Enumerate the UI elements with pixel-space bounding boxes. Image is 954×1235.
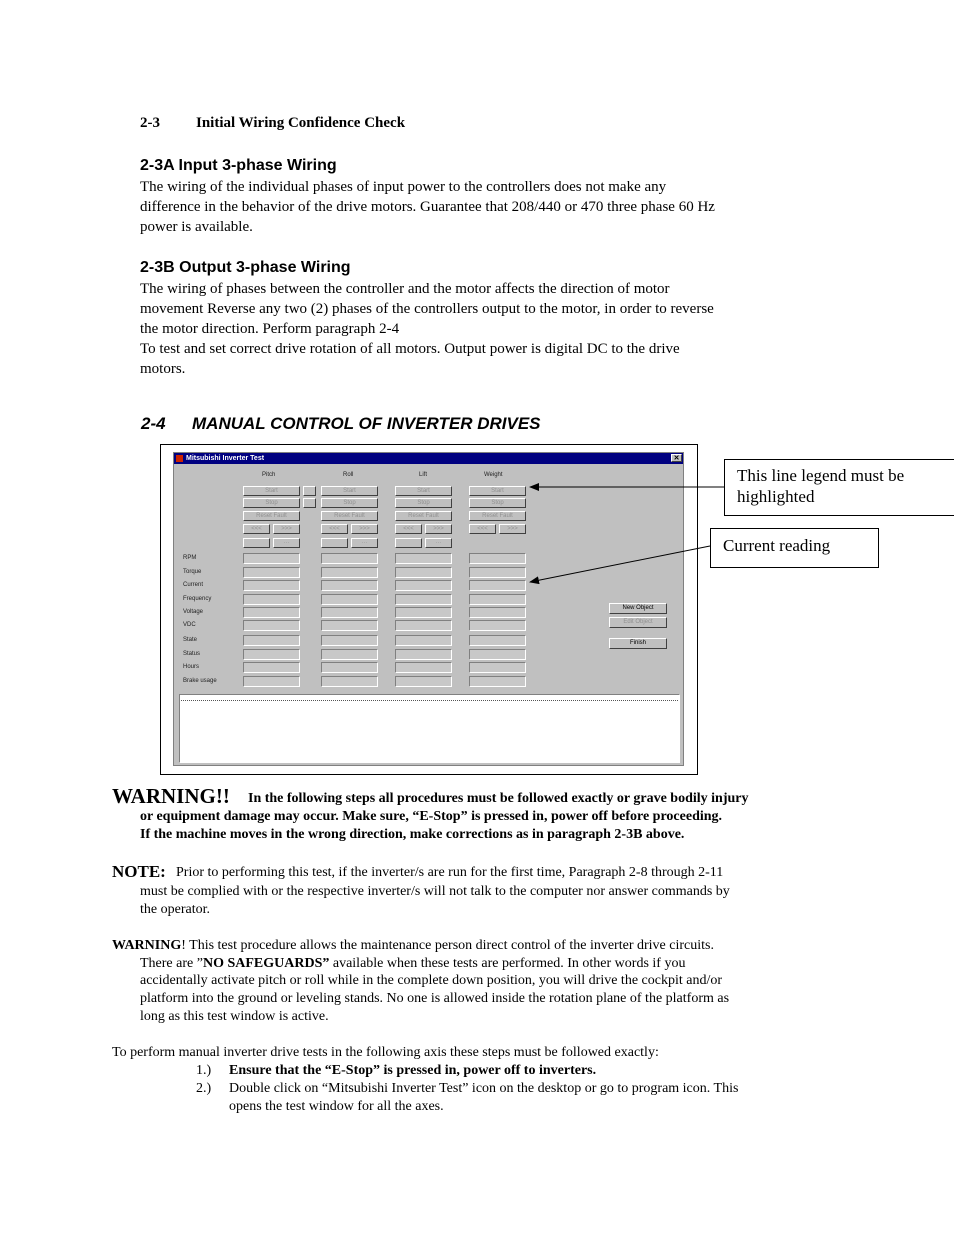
pitch-more-button[interactable]: ··· xyxy=(273,538,300,548)
subsection-b-heading: 2-3B Output 3-phase Wiring xyxy=(140,259,351,276)
weight-stop-button[interactable]: Stop xyxy=(469,498,526,508)
note-line: must be complied with or the respective inverter/s will not talk to the computer nor answer commands by xyxy=(140,884,730,899)
section-number: 2-3 xyxy=(140,115,160,131)
subsection-a-line: difference in the behavior of the drive motors. Guarantee that 208/440 or 470 three phase 60 Hz xyxy=(140,199,715,215)
callout-legend: This line legend must be highlighted xyxy=(724,459,954,516)
roll-start-button[interactable]: Start xyxy=(321,486,378,496)
step-text-cont: opens the test window for all the axes. xyxy=(229,1099,444,1114)
new-object-button[interactable]: New Object xyxy=(609,603,667,614)
pitch-reset-fault-button[interactable]: Reset Fault xyxy=(243,511,300,521)
subsection-b-line: To test and set correct drive rotation of all motors. Output power is digital DC to the drive xyxy=(140,341,680,357)
column-roll: Roll xyxy=(343,472,354,478)
callout-current: Current reading xyxy=(710,528,879,568)
warning1-line: In the following steps all procedures must be followed exactly or grave bodily injury xyxy=(248,791,749,806)
window-title: Mitsubishi Inverter Test xyxy=(186,455,265,462)
warning1-line: or equipment damage may occur. Make sure, “E-Stop” is pressed in, power off before proceeding. xyxy=(140,809,723,824)
warning2-line: long as this test window is active. xyxy=(140,1009,329,1024)
column-lift: Lift xyxy=(419,472,428,478)
section-24-number: 2-4 xyxy=(141,414,166,433)
weight-forward-button[interactable]: >>> xyxy=(499,524,526,534)
lift-more-button[interactable]: ··· xyxy=(425,538,452,548)
pitch-back-button[interactable]: <<< xyxy=(243,524,270,534)
step-number: 2.) xyxy=(196,1081,212,1096)
warning1-label: WARNING!! xyxy=(112,784,230,808)
roll-back-button[interactable]: <<< xyxy=(321,524,348,534)
warning1-line: If the machine moves in the wrong direction, make corrections as in paragraph 2-3B above. xyxy=(140,827,685,842)
finish-button[interactable]: Finish xyxy=(609,638,667,649)
warning2-label: WARNING xyxy=(112,938,182,953)
note-line: Prior to performing this test, if the inverter/s are run for the first time, Paragraph 2-8 through 2-11 xyxy=(176,865,724,880)
subsection-a-heading: 2-3A Input 3-phase Wiring xyxy=(140,157,337,174)
pitch-forward-button[interactable]: >>> xyxy=(273,524,300,534)
weight-start-button[interactable]: Start xyxy=(469,486,526,496)
current-arrow xyxy=(530,546,710,582)
row-label-rpm: RPM xyxy=(183,555,197,561)
row-label-status: Status xyxy=(183,651,201,657)
steps-intro: To perform manual inverter drive tests in the following axis these steps must be followed exactly: xyxy=(112,1045,659,1060)
row-label-state: State xyxy=(183,637,198,643)
weight-reset-fault-button[interactable]: Reset Fault xyxy=(469,511,526,521)
roll-reset-fault-button[interactable]: Reset Fault xyxy=(321,511,378,521)
note-line: the operator. xyxy=(140,902,210,917)
row-label-current: Current xyxy=(183,582,204,588)
row-label-brake-usage: Brake usage xyxy=(183,678,217,684)
lift-stop-button[interactable]: Stop xyxy=(395,498,452,508)
lift-start-button[interactable]: Start xyxy=(395,486,452,496)
lift-back-button[interactable]: <<< xyxy=(395,524,422,534)
row-label-frequency: Frequency xyxy=(183,596,212,602)
step-text: Ensure that the “E-Stop” is pressed in, power off to inverters. xyxy=(229,1063,597,1078)
weight-back-button[interactable]: <<< xyxy=(469,524,496,534)
column-pitch: Pitch xyxy=(262,472,276,478)
lift-forward-button[interactable]: >>> xyxy=(425,524,452,534)
row-label-voltage: Voltage xyxy=(183,609,204,615)
row-label-vdc: VDC xyxy=(183,622,196,628)
edit-object-button[interactable]: Edit Object xyxy=(609,617,667,628)
warning2-text: ! This test procedure allows the maintenance person direct control of the inverter drive circuits. xyxy=(181,938,714,953)
warning2-text: available when these tests are performed. In other words if you xyxy=(329,956,686,971)
subsection-b-line: movement Reverse any two (2) phases of the controllers output to the motor, in order to reverse xyxy=(140,301,714,317)
no-safeguards: NO SAFEGUARDS” xyxy=(202,956,330,971)
section-title: Initial Wiring Confidence Check xyxy=(196,115,406,131)
step-text: Double click on “Mitsubishi Inverter Test” icon on the desktop or go to program icon. This xyxy=(229,1081,739,1096)
roll-stop-button[interactable]: Stop xyxy=(321,498,378,508)
warning2-line: accidentally activate pitch or roll while in the complete down position, you will drive the cockpit and/or xyxy=(140,973,723,988)
close-icon[interactable]: ✕ xyxy=(671,454,682,462)
subsection-b-line: motors. xyxy=(140,361,186,377)
row-label-hours: Hours xyxy=(183,664,200,670)
pitch-stop-button[interactable]: Stop xyxy=(243,498,300,508)
warning2-text: There are ” xyxy=(140,956,203,971)
step-number: 1.) xyxy=(196,1063,212,1078)
subsection-b-line: The wiring of phases between the controller and the motor affects the direction of motor xyxy=(140,281,670,297)
row-label-torque: Torque xyxy=(183,569,202,575)
column-weight: Weight xyxy=(484,472,503,478)
pitch-start-button[interactable]: Start xyxy=(243,486,300,496)
subsection-a-line: power is available. xyxy=(140,219,253,235)
lift-reset-fault-button[interactable]: Reset Fault xyxy=(395,511,452,521)
section-24-title: MANUAL CONTROL OF INVERTER DRIVES xyxy=(192,414,541,433)
roll-forward-button[interactable]: >>> xyxy=(351,524,378,534)
warning2-line2 xyxy=(140,955,685,973)
warning2-line: platform into the ground or leveling stands. No one is allowed inside the rotation plane of the platform as xyxy=(140,991,730,1006)
roll-more-button[interactable]: ··· xyxy=(351,538,378,548)
warning2-line1 xyxy=(112,937,714,955)
subsection-a-line: The wiring of the individual phases of input power to the controllers does not make any xyxy=(140,179,667,195)
subsection-b-line: the motor direction. Perform paragraph 2-4 xyxy=(140,321,400,337)
note-label: NOTE: xyxy=(112,862,166,881)
